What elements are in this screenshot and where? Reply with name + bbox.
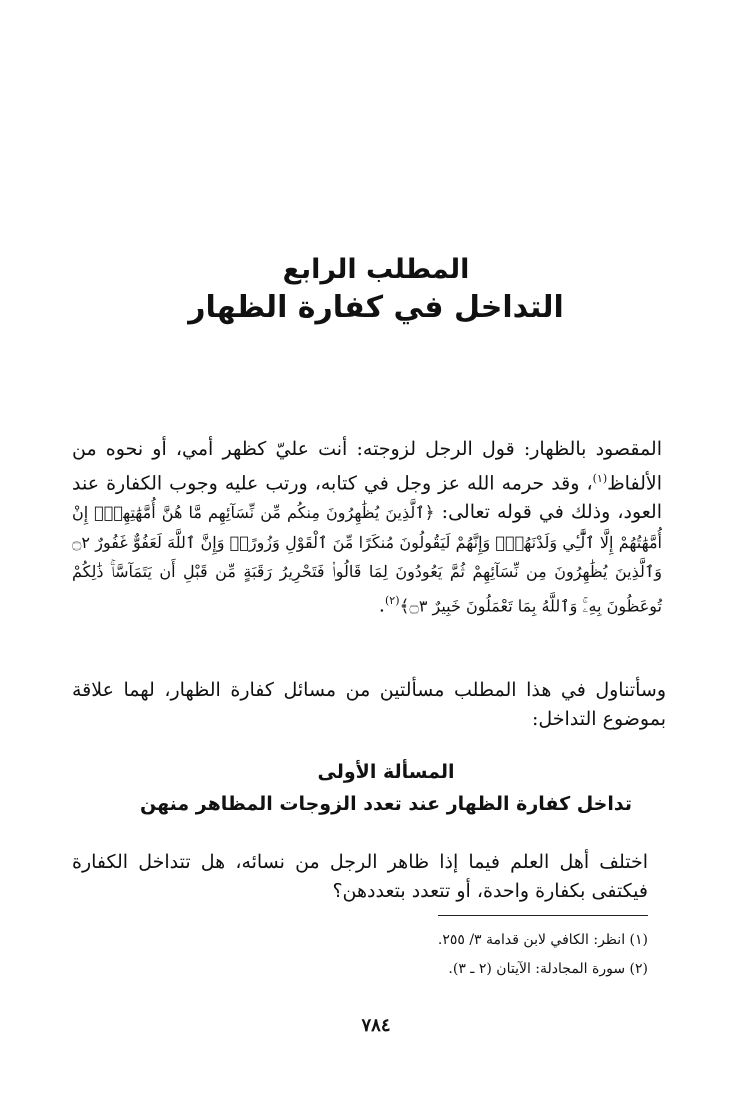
topic-heading: التداخل في كفارة الظهار — [188, 290, 564, 325]
sentence-end: . — [378, 594, 385, 617]
page-number: ٧٨٤ — [361, 1015, 391, 1036]
footnote-2: (٢) سورة المجادلة: الآيتان (٢ ـ ٣). — [448, 961, 648, 977]
ornate-brace-open: ﴿ — [424, 503, 435, 524]
section-heading: المطلب الرابع — [282, 254, 470, 285]
footnote-divider — [438, 915, 648, 916]
footnote-ref-2: (٢) — [384, 594, 400, 608]
footnote-ref-1: (١) — [592, 472, 608, 485]
outline-paragraph: وسأتناول في هذا المطلب مسألتين من مسائل كفارة الظهار، لهما علاقة بموضوع التداخل: — [72, 679, 666, 730]
footnote-1: (١) انظر: الكافي لابن قدامة ٣/ ٢٥٥. — [437, 932, 648, 948]
ornate-brace-close: ﴾ — [399, 596, 410, 617]
definition-text-cont: ، وقد حرمه الله عز وجل في كتابه، ورتب عليه وجوب الكفارة عند العود، وذلك في قوله تعالى: — [72, 472, 663, 524]
definition-paragraph — [72, 435, 662, 622]
definition-text: المقصود بالظهار: قول الرجل لزوجته: أنت عليّ كظهر أمي، أو نحوه من الألفاظ — [72, 438, 662, 495]
issue-subtitle: تداخل كفارة الظهار عند تعدد الزوجات المظاهر منهن — [139, 793, 633, 815]
quran-verse: ٱلَّذِينَ يُظَٰهِرُونَ مِنكُم مِّن نِّسَآئِهِم مَّا هُنَّ أُمَّهَٰتِهِمْۖ إِنْ أُمَّهَٰتُهُمْ إِلَّا ٱلَّٰٓـِٔي وَلَدْنَهُمْۚ وَإِنَّهُمْ لَيَقُولُونَ مُنكَرًا مِّنَ ٱلْقَوْلِ وَزُورًاۚ وَإِنَّ ٱللَّهَ لَعَفُوٌّ غَفُورٌ ۝٢ وَٱلَّذِينَ يُظَٰهِرُونَ مِن نِّسَآئِهِمْ ثُمَّ يَعُودُونَ لِمَا قَالُوا۟ فَتَحْرِيرُ رَقَبَةٍ مِّن قَبْلِ أَن يَتَمَآسَّاۚ ذَٰلِكُمْ تُوعَظُونَ بِهِۦۚ وَٱللَّهُ بِمَا تَعْمَلُونَ خَبِيرٌ ۝٣ — [72, 503, 663, 616]
issue-paragraph: اختلف أهل العلم فيما إذا ظاهر الرجل من نسائه، هل تتداخل الكفارة فيكتفى بكفارة واحدة، أو تتعدد بتعددهن؟ — [72, 851, 648, 902]
issue-title: المسألة الأولى — [317, 761, 455, 783]
